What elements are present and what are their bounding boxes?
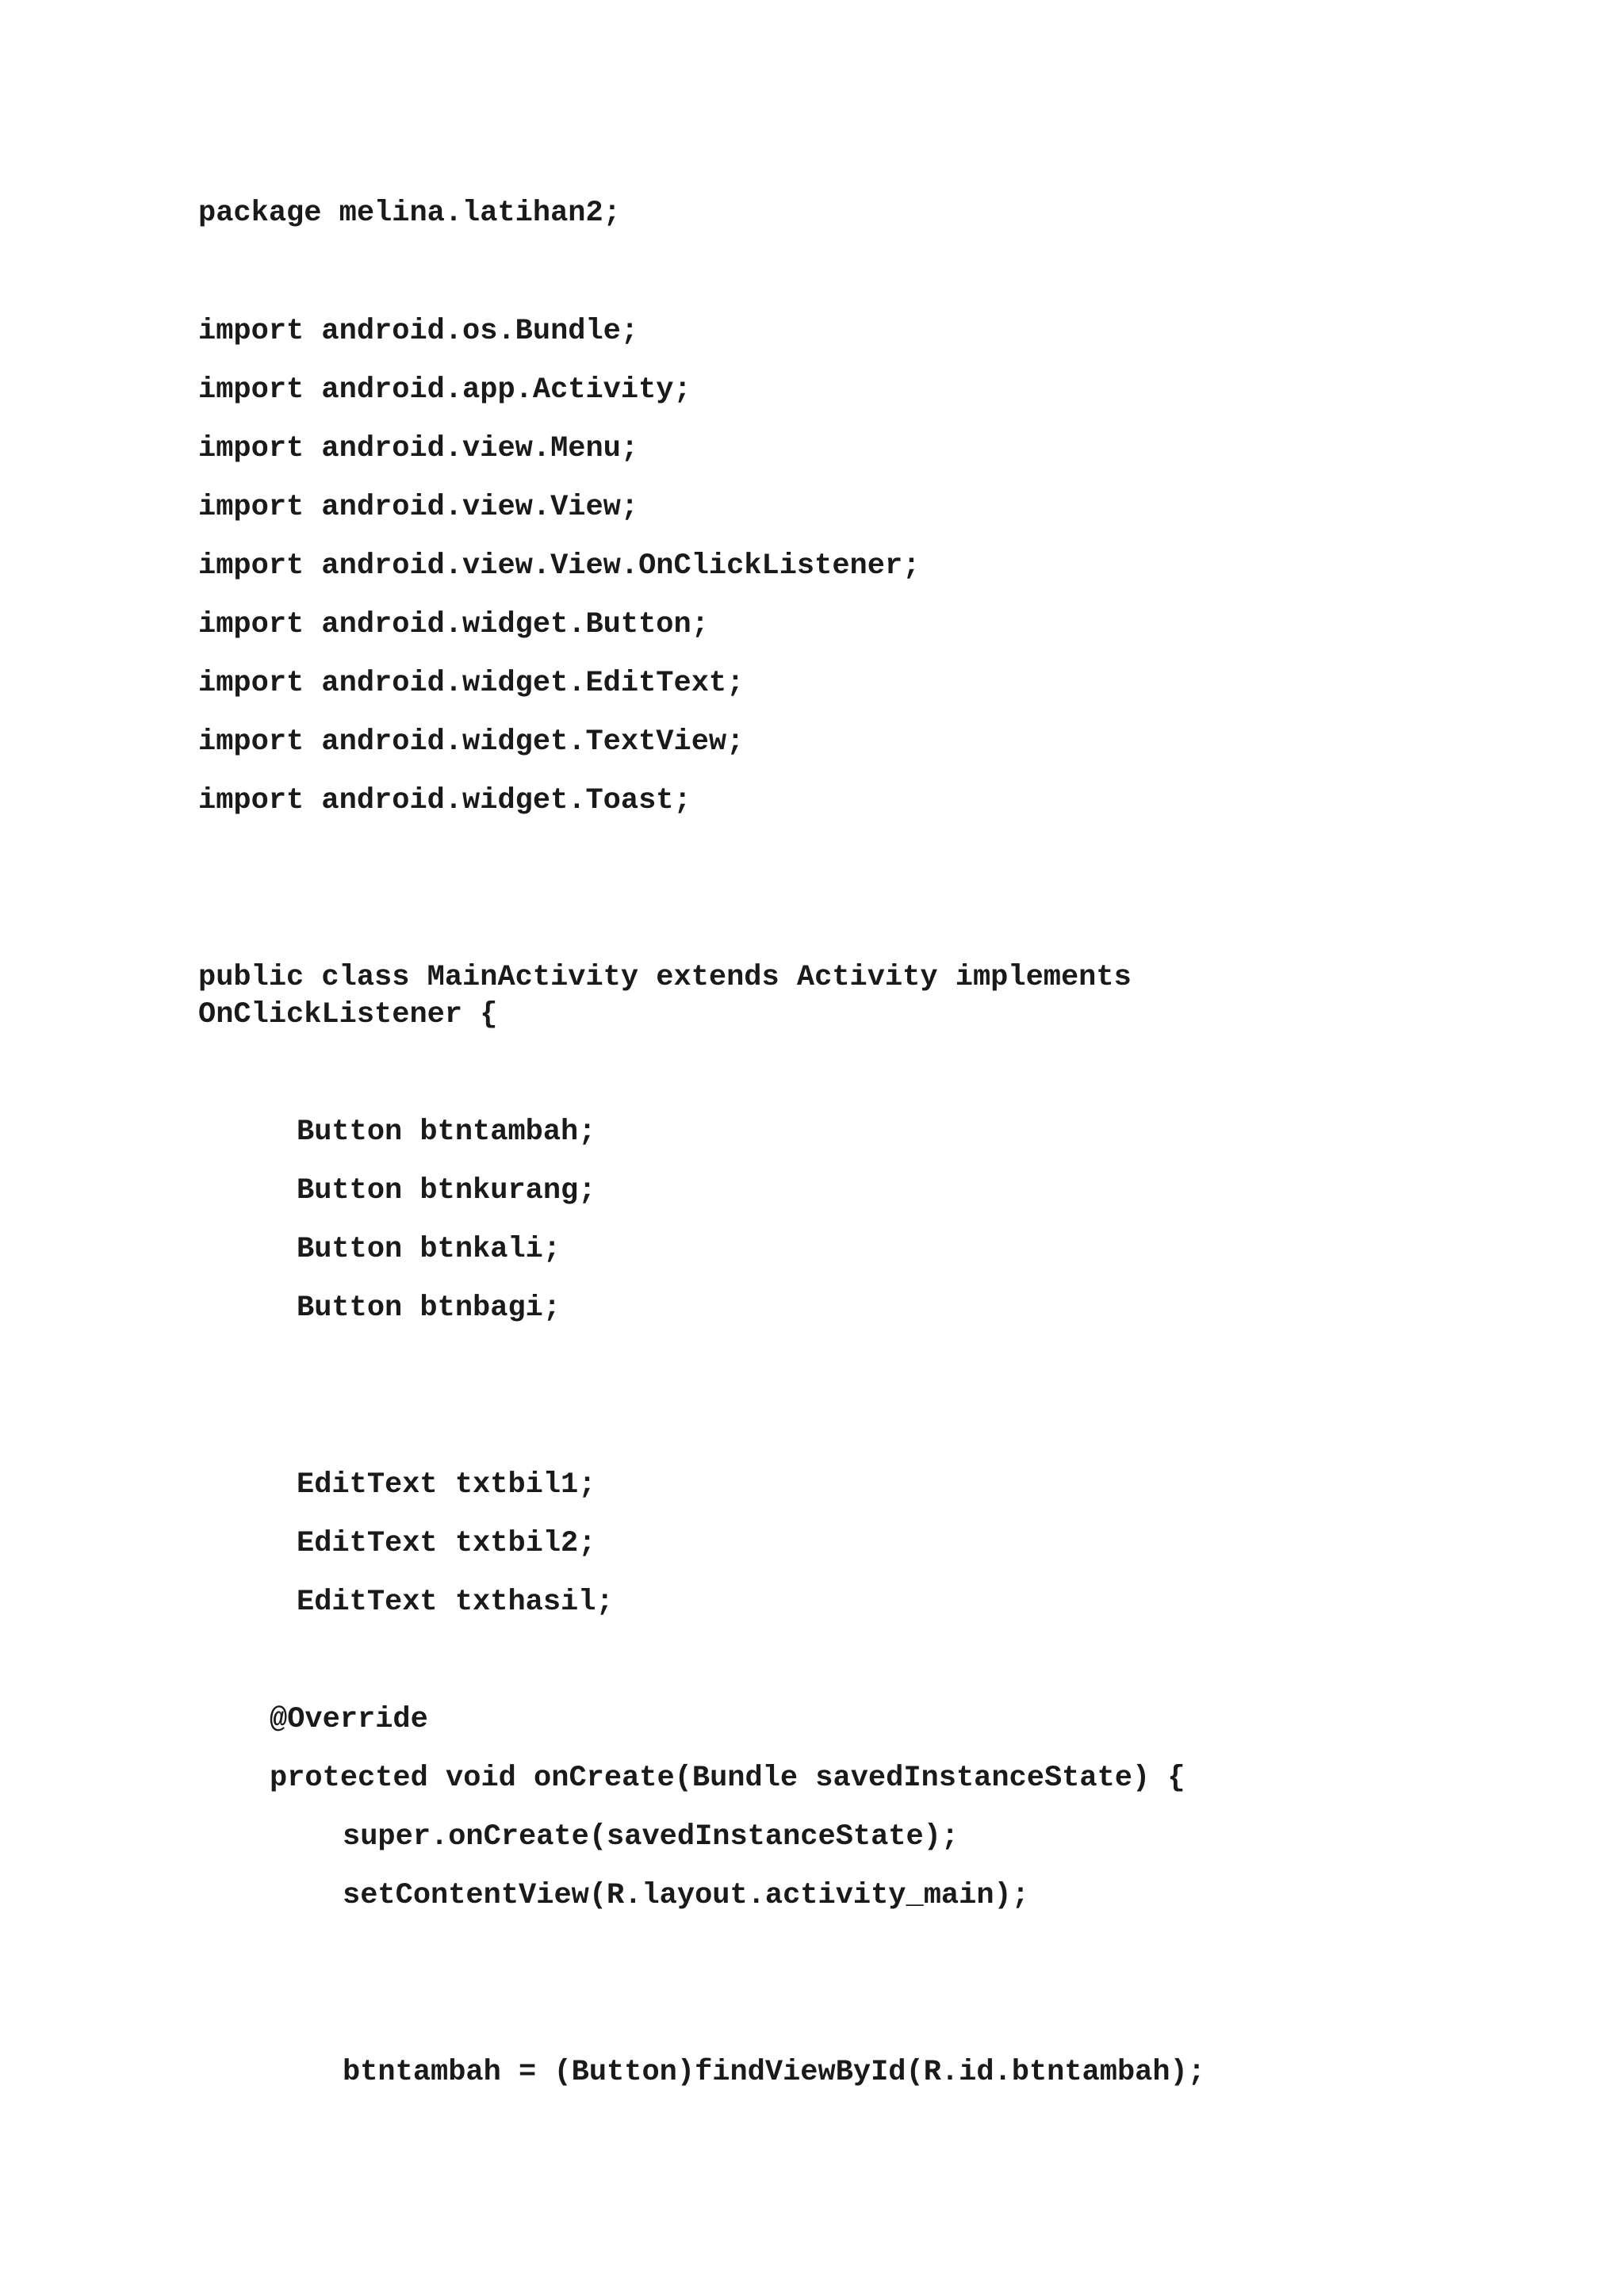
code-line-override-annotation: @Override <box>270 1703 428 1736</box>
code-line-import-onclicklistener: import android.view.View.OnClickListener; <box>198 549 921 583</box>
code-line-import-activity: import android.app.Activity; <box>198 373 691 407</box>
code-line-class-declaration: public class MainActivity extends Activity implements <box>198 961 1132 994</box>
code-line-import-menu: import android.view.Menu; <box>198 432 639 465</box>
code-line-import-textview: import android.widget.TextView; <box>198 725 745 759</box>
code-line-field-btnkali: Button btnkali; <box>297 1233 561 1266</box>
code-line-package: package melina.latihan2; <box>198 197 621 230</box>
code-line-super-oncreate: super.onCreate(savedInstanceState); <box>343 1820 959 1854</box>
code-line-field-txthasil: EditText txthasil; <box>297 1586 614 1619</box>
code-line-btntambah-findviewbyid: btntambah = (Button)findViewById(R.id.btntambah); <box>343 2056 1205 2089</box>
code-line-field-btnkurang: Button btnkurang; <box>297 1174 596 1207</box>
code-line-field-btnbagi: Button btnbagi; <box>297 1292 561 1325</box>
code-line-import-button: import android.widget.Button; <box>198 608 709 641</box>
code-line-class-implements: OnClickListener { <box>198 998 498 1031</box>
code-line-import-toast: import android.widget.Toast; <box>198 784 691 817</box>
code-line-field-txtbil1: EditText txtbil1; <box>297 1468 596 1502</box>
code-line-import-edittext: import android.widget.EditText; <box>198 667 745 700</box>
code-line-field-txtbil2: EditText txtbil2; <box>297 1527 596 1560</box>
code-line-import-bundle: import android.os.Bundle; <box>198 315 639 348</box>
code-line-field-btntambah: Button btntambah; <box>297 1115 596 1149</box>
code-line-setcontentview: setContentView(R.layout.activity_main); <box>343 1879 1029 1912</box>
code-line-oncreate-signature: protected void onCreate(Bundle savedInstanceState) { <box>270 1762 1185 1795</box>
code-line-import-view: import android.view.View; <box>198 491 639 524</box>
